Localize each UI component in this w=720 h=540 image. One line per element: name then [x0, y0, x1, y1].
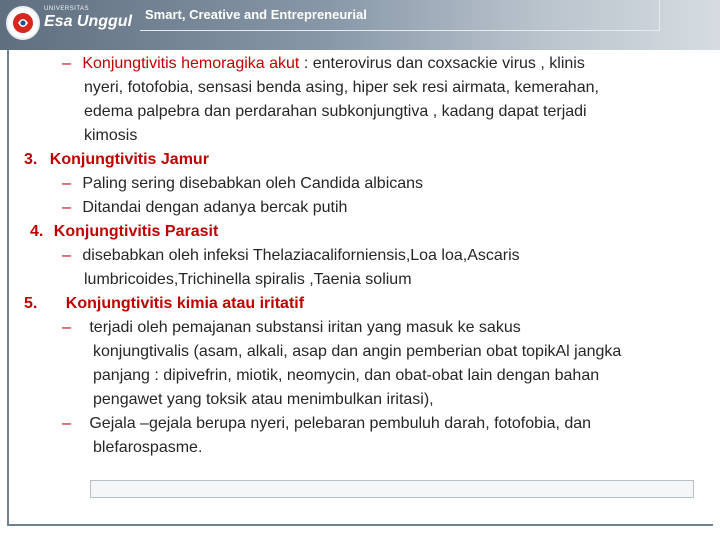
- logo-small-text: UNIVERSITAS: [44, 6, 90, 12]
- bullet-dash: –: [62, 247, 71, 264]
- list-item: [62, 316, 521, 340]
- bullet-text-line: kimosis: [84, 127, 138, 144]
- tagline: Smart, Creative and Entrepreneurial: [145, 7, 367, 22]
- bullet-text-line: edema palpebra dan perdarahan subkonjungtiva , kadang dapat terjadi: [84, 103, 587, 120]
- list-item: [62, 412, 591, 436]
- bullet-text: : enterovirus dan coxsackie virus , klinis: [299, 55, 585, 72]
- list-heading: Konjungtivitis Parasit: [53, 223, 219, 240]
- header-divider-vertical: [659, 0, 660, 31]
- bullet-text-line: lumbricoides,Trichinella spiralis ,Taenia solium: [84, 271, 412, 288]
- header-bar: [0, 0, 720, 50]
- list-item: [62, 196, 347, 220]
- list-number: 3.: [24, 151, 38, 168]
- bullet-text: terjadi oleh pemajanan substansi iritan yang masuk ke sakus: [89, 319, 521, 336]
- list-item-parasit: [30, 220, 218, 244]
- bullet-dash: –: [62, 55, 71, 72]
- bullet-text: Ditandai dengan adanya bercak putih: [82, 199, 348, 216]
- list-number: 4.: [30, 223, 44, 240]
- bullet-text-line: pengawet yang toksik atau menimbulkan iritasi),: [93, 391, 434, 408]
- bullet-text-line: nyeri, fotofobia, sensasi benda asing, hiper sek resi airmata, kemerahan,: [84, 79, 599, 96]
- bullet-dash: –: [62, 319, 71, 336]
- list-item: [62, 244, 520, 268]
- header-divider: [140, 30, 660, 31]
- list-heading: Konjungtivitis kimia atau iritatif: [65, 295, 305, 312]
- university-logo: [6, 4, 136, 44]
- logo-name: Esa Unggul: [44, 13, 133, 30]
- bullet-title: Konjungtivitis hemoragika akut: [82, 55, 300, 72]
- list-item-kimia: [24, 292, 304, 316]
- frame-bottom-border: [7, 524, 713, 526]
- bullet-text: Paling sering disebabkan oleh Candida albicans: [82, 175, 424, 192]
- bullet-text: Gejala –gejala berupa nyeri, pelebaran pembuluh darah, fotofobia, dan: [89, 415, 592, 432]
- bullet-text-line: panjang : dipivefrin, miotik, neomycin, dan obat-obat lain dengan bahan: [93, 367, 600, 384]
- footer-bar: [90, 480, 694, 498]
- bullet-text: disebabkan oleh infeksi Thelaziacaliforniensis,Loa loa,Ascaris: [82, 247, 520, 264]
- slide-content: [0, 52, 720, 472]
- logo-emblem-icon: [6, 6, 40, 40]
- list-heading: Konjungtivitis Jamur: [49, 151, 209, 168]
- bullet-text-line: blefarospasme.: [93, 439, 203, 456]
- bullet-dash: –: [62, 199, 71, 216]
- list-item: [62, 172, 423, 196]
- bullet-text-line: konjungtivalis (asam, alkali, asap dan angin pemberian obat topikAl jangka: [93, 343, 622, 360]
- bullet-dash: –: [62, 175, 71, 192]
- list-number: 5.: [24, 295, 38, 312]
- bullet-dash: –: [62, 415, 71, 432]
- list-item-jamur: [24, 148, 209, 172]
- list-item-hemoragika: [62, 52, 585, 76]
